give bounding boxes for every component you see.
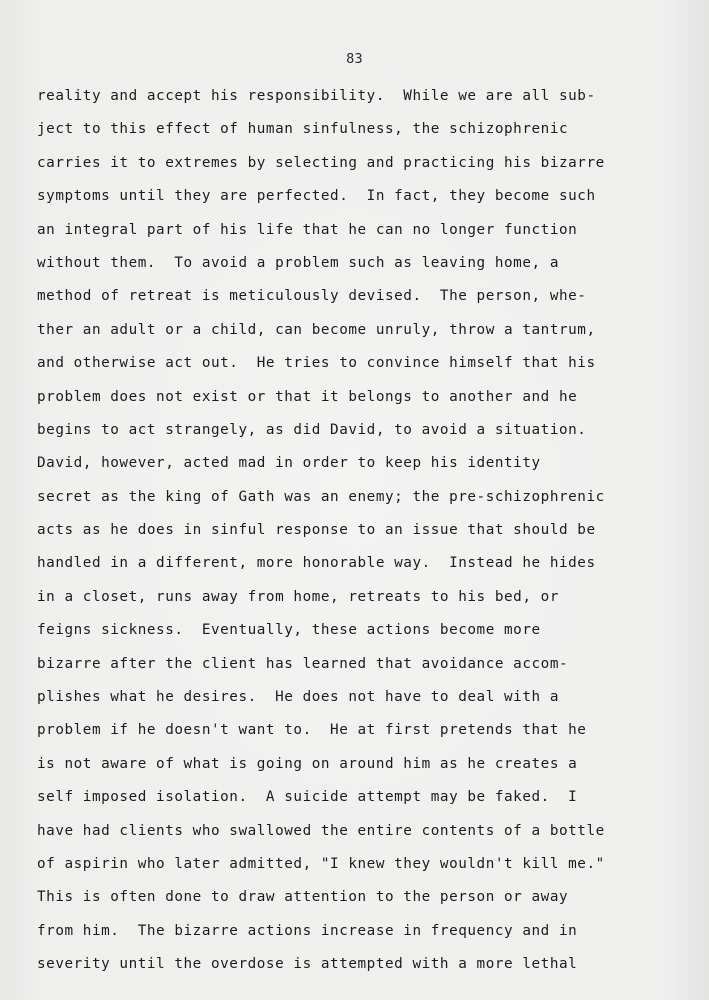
text-line: self imposed isolation. A suicide attempt may be faked. I xyxy=(37,789,578,806)
text-line: handled in a different, more honorable way. Instead he hides xyxy=(37,555,596,572)
text-line: in a closet, runs away from home, retreats to his bed, or xyxy=(37,588,559,605)
text-line: method of retreat is meticulously devised. The person, whe- xyxy=(37,288,587,305)
text-line: carries it to extremes by selecting and practicing his bizarre xyxy=(37,154,605,171)
text-line: ther an adult or a child, can become unruly, throw a tantrum, xyxy=(37,321,596,338)
text-line: David, however, acted mad in order to keep his identity xyxy=(37,455,541,472)
text-line: secret as the king of Gath was an enemy; the pre-schizophrenic xyxy=(37,488,605,505)
text-line: acts as he does in sinful response to an issue that should be xyxy=(37,522,596,539)
text-line: symptoms until they are perfected. In fact, they become such xyxy=(37,188,596,205)
text-line: problem does not exist or that it belongs to another and he xyxy=(37,388,578,405)
text-line: feigns sickness. Eventually, these actions become more xyxy=(37,622,541,639)
text-line: bizarre after the client has learned that avoidance accom- xyxy=(37,655,569,672)
text-line: reality and accept his responsibility. While we are all sub- xyxy=(37,88,596,104)
page-number: 83 xyxy=(346,51,363,67)
text-line: have had clients who swallowed the entire contents of a bottle xyxy=(37,822,605,839)
text-line: plishes what he desires. He does not have to deal with a xyxy=(37,689,559,706)
text-line: ject to this effect of human sinfulness, the schizophrenic xyxy=(37,121,569,138)
text-line: from him. The bizarre actions increase in frequency and in xyxy=(37,922,578,939)
text-line: This is often done to draw attention to the person or away xyxy=(37,889,569,906)
text-line: without them. To avoid a problem such as leaving home, a xyxy=(37,254,559,271)
body-text xyxy=(37,84,702,986)
text-line: severity until the overdose is attempted with a more lethal xyxy=(37,956,578,973)
text-line: is not aware of what is going on around him as he creates a xyxy=(37,755,578,772)
text-line: of aspirin who later admitted, "I knew they wouldn't kill me." xyxy=(37,855,605,872)
text-line: and otherwise act out. He tries to convince himself that his xyxy=(37,355,596,372)
text-line: begins to act strangely, as did David, to avoid a situation. xyxy=(37,421,587,438)
text-line: problem if he doesn't want to. He at first pretends that he xyxy=(37,722,587,739)
text-line: an integral part of his life that he can no longer function xyxy=(37,221,578,238)
